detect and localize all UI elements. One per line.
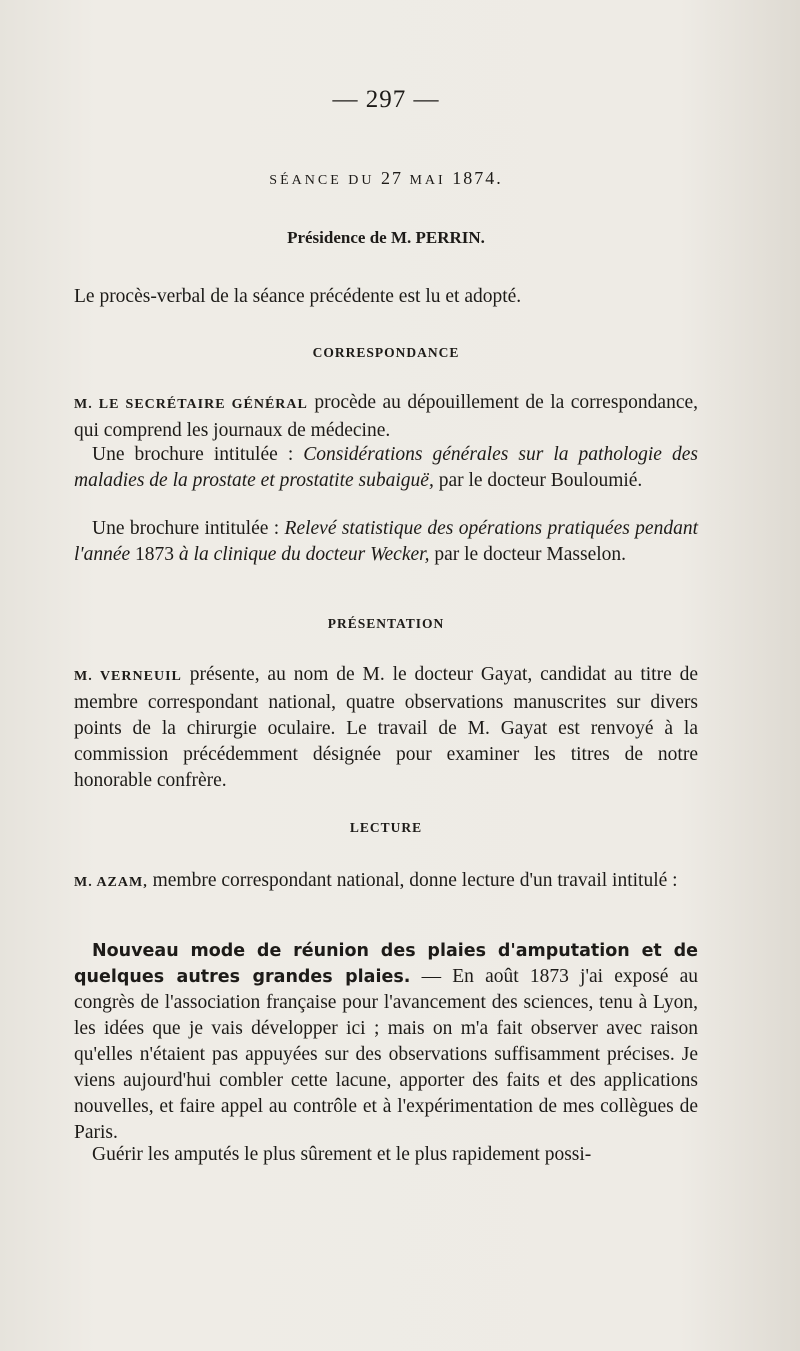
session-heading [74,168,698,189]
proces-verbal: Le procès-verbal de la séance précédente est lu et adopté. [74,286,522,307]
page-number: — 297 — [332,86,440,113]
session-month: MAI [409,173,446,188]
brochure-1-prefix: Une brochure intitulée : [92,444,294,465]
lecture-last-line: Guérir les amputés le plus sûrement et le plus rapidement possi- [92,1144,592,1165]
brochure-2-title-a: Relevé statistique des opérations pratiquées pendant l'année [74,518,698,565]
brochure-1 [74,442,698,494]
session-prefix: SÉANCE DU [269,173,375,188]
brochure-2 [74,516,698,568]
presidence-line: Présidence de M. PERRIN. [287,228,485,247]
speaker-secretaire: M. LE SECRÉTAIRE GÉNÉRAL [74,397,308,412]
correspondance-paragraph [74,390,698,444]
lecture-intro-text: membre correspondant national, donne lecture d'un travail intitulé : [152,870,678,891]
brochure-2-title-b: à la clinique du docteur Wecker, [178,544,430,565]
brochure-2-prefix: Une brochure intitulée : [92,518,280,539]
brochure-1-title: Considérations générales sur la pathologie des maladies de la prostate et prostatite subaiguë, [74,444,698,491]
speaker-verneuil: M. VERNEUIL [74,669,182,684]
lecture-title: Nouveau mode de réunion des plaies d'amputation et de quelques autres grandes plaies. [74,941,698,987]
session-day: 27 [380,168,403,188]
lecture-heading: LECTURE [349,820,423,835]
presentation-heading: PRÉSENTATION [327,616,445,631]
presentation-text: présente, au nom de M. le docteur Gayat, candidat au titre de membre correspondant national, quatre observations manuscrites sur divers points de la chirurgie oculaire. Le travail de M. Gayat est renvoyé à la commission précédemment désignée pour examiner les titres de notre honorable confrère. [74,664,699,791]
lecture-body-text: — En août 1873 j'ai exposé au congrès de l'association française pour l'avancement des sciences, tenu à Lyon, les idées que je vais développer ici ; mais on m'a fait observer avec raison qu'elles n'étaient pas appuyées sur des observations suffisamment précises. Je viens aujourd'hui combler cette lacune, apporter des faits et des applications nouvelles, et faire appel au contrôle et à l'expérimentation de mes collègues de Paris. [74,966,698,1143]
correspondance-text: procède au dépouillement de la correspondance, qui comprend les journaux de médecine. [74,392,699,441]
brochure-2-year: 1873 [135,544,175,565]
session-year: 1874. [452,168,503,188]
brochure-1-suffix: par le docteur Bouloumié. [438,470,643,491]
presentation-paragraph [74,662,698,794]
lecture-intro [74,868,698,896]
book-page [74,0,698,1351]
correspondance-heading: CORRESPONDANCE [312,345,460,360]
lecture-body [74,938,698,1146]
brochure-2-suffix: par le docteur Masselon. [434,544,627,565]
speaker-azam: M. AZAM, [74,875,148,890]
